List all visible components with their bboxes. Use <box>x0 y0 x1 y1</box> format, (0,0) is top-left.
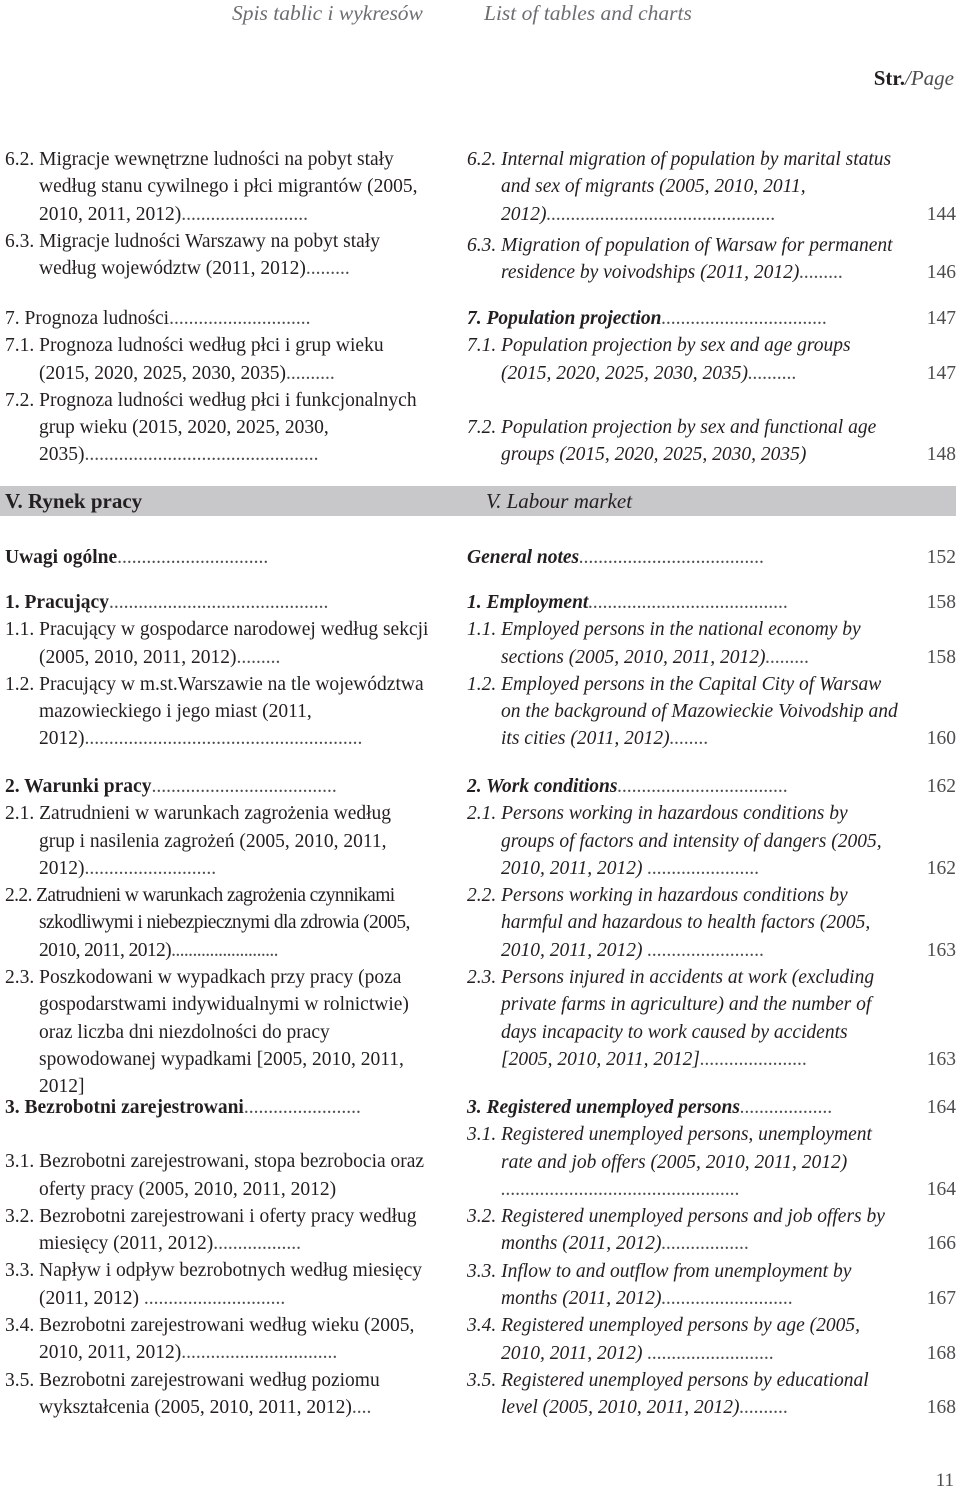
toc-entry-text: 6.3. Migracje ludności Warszawy na pobyt stały według województw (2011, 2012) <box>5 230 380 280</box>
toc-col-en <box>467 544 899 571</box>
general-notes-en: General notes <box>467 547 580 568</box>
toc-col-en <box>467 1094 899 1422</box>
toc-entry-text: 7.1. Population projection by sex and age groups (2015, 2020, 2025, 2030, 2035) <box>467 335 851 384</box>
toc-leader-dots: ............................................. <box>108 592 329 613</box>
toc-page-number <box>902 616 956 643</box>
toc-page-number: 166 <box>926 1233 956 1255</box>
toc-entry-text: 6.2. Migracje wewnętrzne ludności na pobyt stały według stanu cywilnego i płci migrantów (2005, 2010, 2011, 2012) <box>5 149 418 225</box>
section-title-en: V. Labour market <box>486 489 633 513</box>
toc-leader-dots: ............................... <box>117 547 269 568</box>
toc-page-number: 168 <box>926 1342 956 1364</box>
toc-page-number <box>902 232 956 259</box>
toc-entry-text: 7.1. Prognoza ludności według płci i grup wieku (2015, 2020, 2025, 2030, 2035) <box>5 335 384 384</box>
toc-leader-dots: .................. <box>661 1233 750 1255</box>
toc-leader-dots: ................................................. <box>501 1178 740 1200</box>
toc-leader-dots: .................................. <box>661 308 828 329</box>
toc-entry-text: 6.3. Migration of population of Warsaw for permanent residence by voivodships (2011, 2012) <box>467 234 893 284</box>
toc-leader-dots: ........................ <box>243 1097 361 1118</box>
toc-entry-text: 3.2. Registered unemployed persons and job offers by months (2011, 2012) <box>467 1206 885 1255</box>
toc-page-numbers <box>902 589 956 753</box>
toc-leader-dots: ................................ <box>181 1342 338 1364</box>
toc-entry-text: 2. Work conditions <box>467 776 618 797</box>
toc-leader-dots: .......................... <box>642 1342 775 1364</box>
toc-leader-dots: ......... <box>305 258 350 280</box>
toc-leader-dots: ...................... <box>699 1048 808 1070</box>
toc-page-number: 164 <box>926 1178 956 1200</box>
toc-entry <box>467 232 899 287</box>
toc-leader-dots: ............................. <box>139 1287 286 1309</box>
toc-page-number: 148 <box>926 444 956 466</box>
toc-entry-text: 3.1. Registered unemployed persons, unemployment rate and job offers (2005, 2010, 2011, 2012) <box>467 1124 872 1173</box>
toc-page-number: 158 <box>926 646 956 668</box>
toc-page-numbers <box>902 544 956 571</box>
toc-page-number: 168 <box>926 1397 956 1419</box>
toc-page-number <box>902 387 956 414</box>
toc-page-number <box>902 800 956 827</box>
toc-page-number <box>902 698 956 725</box>
toc-entry <box>467 589 899 616</box>
toc-entry <box>467 1258 899 1313</box>
toc-page-number: 167 <box>926 1288 956 1310</box>
toc-col-pl <box>5 773 429 1101</box>
toc-page-number <box>902 173 956 200</box>
toc-entry <box>5 882 429 964</box>
toc-entry-text: 3.3. Inflow to and outflow from unemployment by months (2011, 2012) <box>467 1260 852 1310</box>
toc-col-en <box>467 305 899 468</box>
toc-leader-dots: .......... <box>286 362 335 384</box>
toc-page-number: 158 <box>926 592 956 613</box>
toc-leader-dots: .................. <box>213 1233 301 1255</box>
toc-page-number <box>902 1019 956 1046</box>
toc-page-numbers <box>902 146 956 286</box>
toc-page-number: 160 <box>926 728 956 750</box>
toc-leader-dots: ......................... <box>171 939 278 961</box>
toc-leader-dots: ......... <box>236 646 281 668</box>
page-label-page: /Page <box>905 66 954 90</box>
toc-entry <box>5 800 429 882</box>
toc-leader-dots: ................... <box>740 1097 833 1118</box>
toc-entry-text: 2.2. Zatrudnieni w warunkach zagrożenia czynnikami szkodliwymi i niebezpiecznymi dla zdrowia (2005, 2010, 2011, 2012) <box>5 885 410 961</box>
toc-col-en <box>467 589 899 753</box>
toc-entry-text: 7. Population projection <box>467 308 662 329</box>
toc-leader-dots: .... <box>351 1396 372 1418</box>
section-heading-bar <box>0 486 956 516</box>
page-column-label <box>874 64 954 92</box>
toc-entry <box>467 773 899 800</box>
general-notes-pl: Uwagi ogólne <box>5 547 118 568</box>
toc-entry-text: 1.1. Pracujący w gospodarce narodowej według sekcji (2005, 2010, 2011, 2012) <box>5 619 429 668</box>
toc-entry-text: 2. Warunki pracy <box>5 776 152 797</box>
header-title-en: List of tables and charts <box>484 1 692 25</box>
toc-leader-dots: ...................................... <box>579 547 765 568</box>
toc-page-number: 146 <box>926 261 956 283</box>
toc-leader-dots: ........................... <box>661 1288 794 1310</box>
toc-entry <box>467 1203 899 1258</box>
toc-entry <box>5 146 429 228</box>
toc-page-number <box>902 1149 956 1176</box>
toc-entry-text: 1.1. Employed persons in the national economy by sections (2005, 2010, 2011, 2012) <box>467 619 861 668</box>
toc-page-number <box>902 828 956 855</box>
toc-leader-dots: .......... <box>748 362 797 384</box>
toc-page-numbers <box>902 1094 956 1422</box>
toc-page-number <box>902 991 956 1018</box>
toc-entry-text: 3.4. Bezrobotni zarejestrowani według wieku (2005, 2010, 2011, 2012) <box>5 1315 415 1364</box>
toc-page-number <box>902 1312 956 1339</box>
toc-page-numbers <box>902 305 956 469</box>
toc-entry <box>5 1203 429 1258</box>
toc-entry <box>5 228 429 283</box>
toc-entry-text: 3.5. Registered unemployed persons by educational level (2005, 2010, 2011, 2012) <box>467 1369 869 1419</box>
toc-col-en <box>467 773 899 1073</box>
page-label-str: Str. <box>873 66 906 90</box>
toc-page-number: 163 <box>926 939 956 961</box>
toc-page-number <box>902 146 956 173</box>
toc-entry <box>467 1094 899 1121</box>
toc-entry-text: 2.2. Persons working in hazardous conditions by harmful and hazardous to health factors (2005, 2010, 2011, 2012) <box>467 885 871 961</box>
toc-entry-text: 1.2. Employed persons in the Capital City of Warsaw on the background of Mazowieckie Voivodship and its cities (2011, 2012) <box>467 673 898 750</box>
toc-page-number: 162 <box>926 776 956 797</box>
toc-page-number: 152 <box>926 547 956 568</box>
toc-leader-dots: ............................. <box>169 308 311 329</box>
toc-entry <box>467 800 899 882</box>
toc-entry-text: 7. Prognoza ludności <box>5 308 170 329</box>
toc-entry-text: 6.2. Internal migration of population by marital status and sex of migrants (2005, 2010, 2011, 2012) <box>467 149 892 225</box>
toc-entry <box>467 964 899 1073</box>
toc-entry <box>5 1367 429 1422</box>
toc-entry <box>5 964 429 1100</box>
toc-page-number: 147 <box>926 362 956 384</box>
toc-page-number <box>902 1367 956 1394</box>
toc-page-number <box>902 1121 956 1148</box>
toc-entry <box>5 773 429 800</box>
toc-entry <box>5 387 429 469</box>
toc-entry-text: 3. Bezrobotni zarejestrowani <box>5 1097 244 1118</box>
toc-leader-dots: ........................... <box>84 857 217 879</box>
toc-leader-dots: ................................................ <box>84 444 319 466</box>
toc-entry-text: 3.1. Bezrobotni zarejestrowani, stopa bezrobocia oraz oferty pracy (2005, 2010, 2011, 2012) <box>5 1151 425 1200</box>
toc-entry-text: 3.3. Napływ i odpływ bezrobotnych według miesięcy (2011, 2012) <box>5 1260 422 1309</box>
toc-page-number: 144 <box>926 203 956 225</box>
toc-entry <box>467 616 899 671</box>
toc-entry-text: 3.5. Bezrobotni zarejestrowani według poziomu wykształcenia (2005, 2010, 2011, 2012) <box>5 1369 380 1418</box>
toc-entry <box>467 1367 899 1422</box>
toc-entry <box>467 671 899 753</box>
toc-leader-dots: ............................................... <box>546 203 776 225</box>
toc-page-number: 162 <box>926 857 956 879</box>
toc-entry-text: 1. Employment <box>467 592 589 613</box>
page-number: 11 <box>935 1470 954 1491</box>
toc-entry <box>467 146 899 228</box>
toc-col-pl <box>5 1094 429 1421</box>
toc-col-pl <box>5 589 429 753</box>
toc-entry <box>5 305 429 332</box>
toc-leader-dots: ......... <box>799 262 844 284</box>
toc-entry <box>5 1257 429 1312</box>
toc-page-number <box>902 964 956 991</box>
toc-entry-text: 2.3. Poszkodowani w wypadkach przy pracy (poza gospodarstwami indywidualnymi w rolnictwie) oraz liczba dni niezdolności do pracy spowodowanej wypadkami [2005, 2010, 2011, 2012] <box>5 967 409 1098</box>
toc-entry <box>5 1094 429 1121</box>
toc-page-number: 147 <box>926 308 956 329</box>
toc-leader-dots: ....................... <box>642 857 760 879</box>
toc-entry <box>467 882 899 964</box>
section-title-pl: V. Rynek pracy <box>5 489 143 513</box>
toc-entry-text: 2.3. Persons injured in accidents at work (excluding private farms in agriculture) and the number of days incapacity to work caused by accidents [2005, 2010, 2011, 2012] <box>467 967 875 1070</box>
toc-page-number: 163 <box>926 1048 956 1070</box>
toc-leader-dots: .......... <box>739 1397 789 1419</box>
running-header <box>0 0 960 27</box>
toc-col-en <box>467 146 899 286</box>
toc-entry-text: 7.2. Prognoza ludności według płci i funkcjonalnych grup wieku (2015, 2020, 2025, 2030, 2035) <box>5 389 417 466</box>
toc-leader-dots: ......... <box>765 646 810 668</box>
toc-leader-dots: ................................... <box>617 776 789 797</box>
toc-entry <box>467 1312 899 1367</box>
toc-entry-text: 1. Pracujący <box>5 592 109 613</box>
toc-leader-dots: ......................................... <box>588 592 789 613</box>
toc-entry <box>5 1148 429 1203</box>
toc-entry-text: 2.1. Zatrudnieni w warunkach zagrożenia według grup i nasilenia zagrożeń (2005, 2010, 2011, 2012) <box>5 803 392 879</box>
toc-page-number <box>902 671 956 698</box>
toc-entry <box>5 616 429 671</box>
toc-entry-text: 3.2. Bezrobotni zarejestrowani i oferty pracy według miesięcy (2011, 2012) <box>5 1205 417 1255</box>
toc-leader-dots: ........ <box>669 728 709 750</box>
header-title-pl: Spis tablic i wykresów <box>232 1 423 25</box>
toc-page-number <box>902 909 956 936</box>
toc-entry-text: 3. Registered unemployed persons <box>467 1097 740 1118</box>
toc-entry <box>5 332 429 387</box>
toc-page-number <box>902 1258 956 1285</box>
toc-leader-dots: ......................................................... <box>84 728 363 750</box>
toc-col-pl <box>5 305 429 469</box>
toc-entry-text: 3.4. Registered unemployed persons by age (2005, 2010, 2011, 2012) <box>467 1315 860 1364</box>
toc-col-pl <box>5 544 429 571</box>
toc-col-pl <box>5 146 429 282</box>
toc-entry-text: 1.2. Pracujący w m.st.Warszawie na tle województwa mazowieckiego i jego miast (2011, 2012) <box>5 673 424 750</box>
toc-entry <box>5 671 429 753</box>
toc-leader-dots: .......................... <box>181 203 309 225</box>
toc-leader-dots: ........................ <box>642 939 765 961</box>
toc-page-number <box>902 414 956 441</box>
toc-page-number: 164 <box>926 1097 956 1118</box>
toc-entry-text: 7.2. Population projection by sex and functional age groups (2015, 2020, 2025, 2030, 2035) <box>467 416 877 466</box>
toc-entry-text: 2.1. Persons working in hazardous conditions by groups of factors and intensity of dangers (2005, 2010, 2011, 2012) <box>467 803 882 879</box>
toc-entry <box>467 414 899 469</box>
toc-page-number <box>902 1203 956 1230</box>
toc-page-numbers <box>902 773 956 1073</box>
toc-leader-dots: ...................................... <box>151 776 337 797</box>
toc-entry <box>5 1312 429 1367</box>
toc-entry <box>467 332 899 387</box>
toc-entry <box>467 305 899 332</box>
toc-entry <box>467 1121 899 1203</box>
toc-page-number <box>902 332 956 359</box>
toc-page-number <box>902 882 956 909</box>
toc-entry <box>5 589 429 616</box>
